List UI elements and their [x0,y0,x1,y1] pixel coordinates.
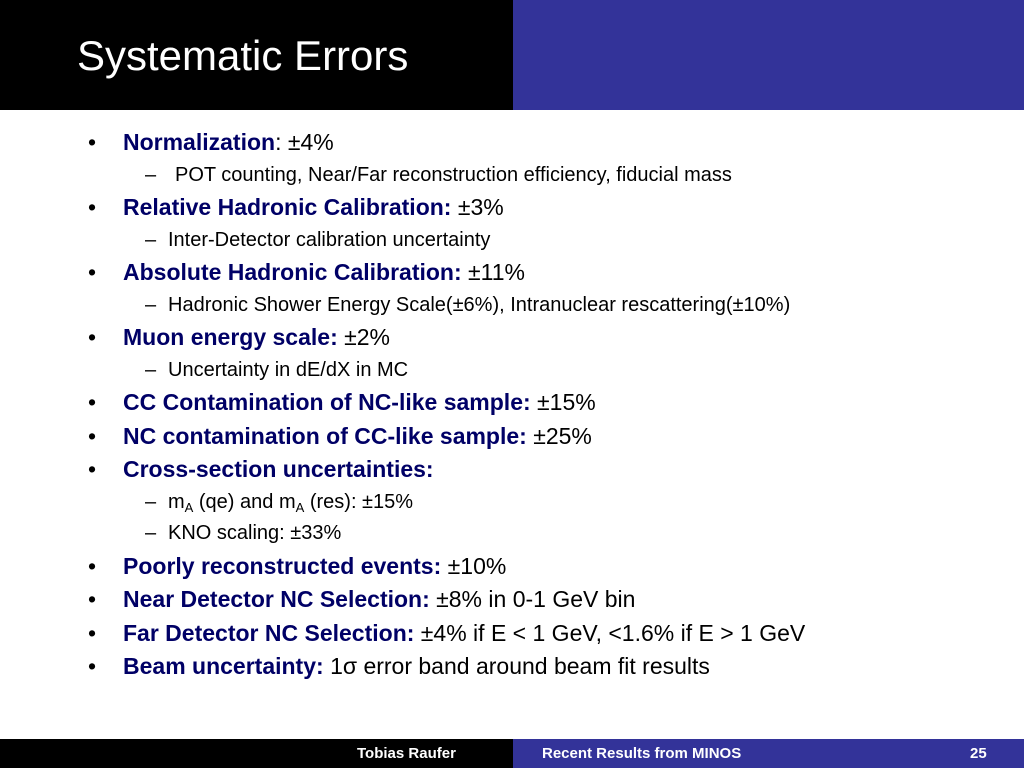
item-heading: Muon energy scale: [123,324,338,350]
dash-icon: – [145,163,157,186]
list-item [0,617,1024,651]
sub-item-text: (res): ±15% [304,490,414,513]
dash-icon: – [145,293,157,316]
footer-author: Tobias Raufer [357,745,456,762]
sub-list-item [0,355,1024,387]
bullet-icon: • [88,619,97,646]
dash-icon: – [145,522,157,544]
item-heading: Poorly reconstructed events: [123,552,442,579]
slide-title: Systematic Errors [77,32,409,79]
sub-item-text: POT counting, Near/Far reconstruction efficiency, fiducial mass [175,163,732,186]
list-item [0,420,1024,454]
bullet-icon: • [88,389,97,415]
sub-item-text: KNO scaling: ±33% [168,522,342,544]
bullet-icon: • [88,422,97,449]
item-heading: Normalization [123,129,276,155]
bullet-icon: • [88,194,97,220]
list-item [0,386,1024,420]
item-heading: CC Contamination of NC-like sample: [123,389,531,415]
item-value: ±15% [537,389,596,415]
sub-item-text: (qe) and m [193,490,296,513]
item-value: ±25% [533,422,592,449]
page-number: 25 [970,745,987,762]
dash-icon: – [145,358,157,381]
list-item [0,550,1024,584]
bullet-icon: • [88,586,97,612]
bullet-icon: • [88,324,97,350]
item-value: ±4% [287,129,334,155]
item-value: ±3% [457,194,504,220]
list-item [0,453,1024,487]
item-value: ±11% [468,259,525,285]
sub-list-item [0,290,1024,322]
bullet-list [0,126,1024,684]
item-heading: Beam uncertainty: [123,653,324,679]
bullet-icon: • [88,456,97,482]
slide-footer [0,739,1024,768]
item-value: ±10% [447,552,507,579]
sub-list-item [0,225,1024,257]
footer-talk-title: Recent Results from MINOS [542,745,742,762]
bullet-icon: • [88,552,97,579]
dash-icon: – [145,490,157,513]
dash-icon: – [145,228,157,251]
list-item [0,650,1024,684]
subscript-a: A [295,499,305,515]
item-value: ±8% in 0-1 GeV bin [436,586,636,612]
list-item [0,191,1024,225]
item-value: ±4% if E < 1 GeV, <1.6% if E > 1 GeV [420,619,806,646]
item-value: 1σ error band around beam fit results [330,653,710,679]
mass-symbol: m [168,490,185,513]
item-heading: Absolute Hadronic Calibration: [123,259,462,285]
item-heading: NC contamination of CC-like sample: [123,422,527,449]
bullet-icon: • [88,129,97,155]
list-item [0,126,1024,160]
list-item [0,583,1024,617]
item-heading: Relative Hadronic Calibration: [123,194,452,220]
sub-item-text: Inter-Detector calibration uncertainty [168,228,491,251]
sub-list-item [0,160,1024,192]
sub-list-item [0,487,1024,519]
list-item [0,256,1024,290]
item-separator: : [275,129,288,155]
subscript-a: A [184,499,194,515]
slide-header [0,0,1024,110]
list-item [0,321,1024,355]
item-value: ±2% [344,324,390,350]
sub-list-item [0,518,1024,550]
item-heading: Near Detector NC Selection: [123,586,430,612]
header-blue-panel [513,0,1024,110]
sub-item-text: Hadronic Shower Energy Scale(±6%), Intranuclear rescattering(±10%) [168,293,791,316]
bullet-icon: • [88,653,97,679]
item-heading: Far Detector NC Selection: [123,619,415,646]
item-heading: Cross-section uncertainties: [123,456,434,482]
sub-item-text: Uncertainty in dE/dX in MC [168,358,409,381]
bullet-icon: • [88,259,97,285]
